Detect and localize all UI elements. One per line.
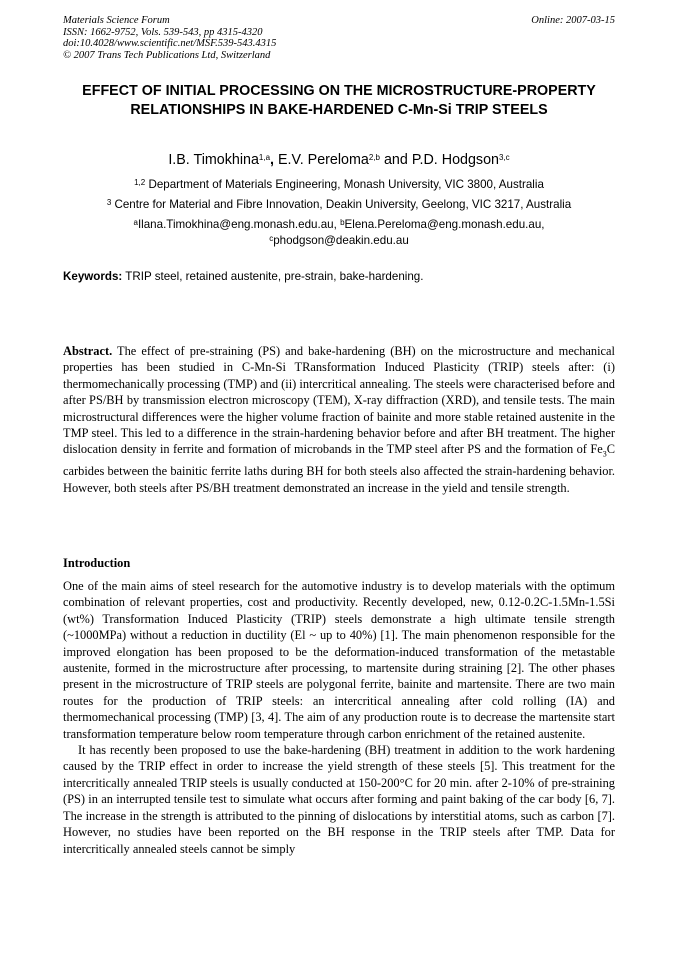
author-affiliation-mark: 2,b <box>368 153 380 162</box>
email-mark: a <box>133 218 138 227</box>
author-name: E.V. Pereloma <box>278 152 369 168</box>
author-separator: , <box>270 152 278 168</box>
email-address[interactable]: Elena.Pereloma@eng.monash.edu.au, <box>344 218 545 231</box>
email-line <box>63 217 615 233</box>
author-affiliation-mark: 1,a <box>258 153 271 162</box>
keywords <box>63 269 615 284</box>
paper-title: EFFECT OF INITIAL PROCESSING ON THE MICROSTRUCTURE-PROPERTY RELATIONSHIPS IN BAKE-HARDENED C-Mn-Si TRIP STEELS <box>82 83 596 118</box>
keywords-text: TRIP steel, retained austenite, pre-strain, bake-hardening. <box>122 270 424 283</box>
abstract <box>63 343 615 496</box>
author-separator: and <box>380 152 412 168</box>
issn-line: ISSN: 1662-9752, Vols. 539-543, pp 4315-4320 <box>63 26 263 38</box>
affiliation <box>40 197 638 212</box>
abstract-label: Abstract. <box>63 344 113 358</box>
author-name: I.B. Timokhina <box>168 152 259 168</box>
author-name: P.D. Hodgson <box>411 152 499 168</box>
affiliation-text: Centre for Material and Fibre Innovation, Deakin University, Geelong, VIC 3217, Australia <box>111 198 572 211</box>
keywords-label: Keywords: <box>63 270 123 283</box>
copyright-line: © 2007 Trans Tech Publications Ltd, Switzerland <box>63 49 271 61</box>
publication-info <box>63 15 276 61</box>
affiliation-mark: 1,2 <box>134 178 146 187</box>
journal-name: Materials Science Forum <box>63 15 170 26</box>
abstract-text: C carbides between the bainitic ferrite laths during BH for both steels also affected the strain-hardening behavior. However, both steels after PS/BH treatment demonstrated an increase in the yield and tensile strength. <box>63 442 615 495</box>
affiliation <box>40 177 638 192</box>
email-address[interactable]: phodgson@deakin.edu.au <box>273 234 409 247</box>
paragraph: One of the main aims of steel research for the automotive industry is to develop materials with the optimum combination of relevant properties, cost and productivity. Recently developed, new, 0.12-0.2C-1.5Mn-1.5Si (wt%) Transformation Induced Plasticity (TRIP) steels demonstrate a high ultimate tensile strength (~1000MPa) without a reduction in ductility (El ~ up to 40%) [1]. The main phenomenon responsible for the improved elongation has been proposed to be the deformation-induced transformation of the metastable austenite, formed in the microstructure after processing, to martensite during straining [2]. The other phases present in the microstructure of TRIP steels are polygonal ferrite, bainite and martensite. There are two main routes for the production of TRIP steels: an intercritical annealing after cold rolling (IA) and thermomechanical processing (TMP) [3, 4]. The aim of any production route is to decrease the martensite start transformation temperature below room temperature through carbon enrichment of the retained austenite. <box>63 579 615 741</box>
email-line <box>63 233 615 249</box>
author-affiliation-mark: 3,c <box>498 153 510 162</box>
email-mark: c <box>269 234 274 243</box>
affiliation-mark: 3 <box>106 198 112 207</box>
author-emails <box>63 217 615 249</box>
email-address[interactable]: Ilana.Timokhina@eng.monash.edu.au, <box>137 218 341 231</box>
paragraph: It has recently been proposed to use the bake-hardening (BH) treatment in addition to the work hardening caused by the TRIP effect in order to increase the yield strength of these steels [5]. This treatment for the intercritically annealed TRIP steels is usually conducted at 150-200°C for 20 min. after 2-10% of pre-straining (PS) in an interrupted tensile test to simulate what occurs after forming and paint baking of the car body [6, 7]. The increase in the strength is attributed to the pinning of dislocations by interstitial atoms, such as carbon [7]. However, no studies have been reported on the BH response in the TRIP steels after TMP. Data for intercritically annealed steels cannot be simply <box>63 743 615 856</box>
section-heading: Introduction <box>63 556 131 570</box>
doi-line: doi:10.4028/www.scientific.net/MSF.539-543.4315 <box>63 38 277 50</box>
introduction-body <box>63 578 615 857</box>
abstract-text: The effect of pre-straining (PS) and bake-hardening (BH) on the microstructure and mechanical properties has been studied in C-Mn-Si TRansformation Induced Plasticity (TRIP) steels after: (i) thermomechanically processing (TMP) and (ii) intercritical annealing. The steels were characterised before and after PS/BH by transmission electron microscopy (TEM), X-ray diffraction (XRD), and tensile tests. The main microstructural differences were the higher volume fraction of bainite and more stable retained austenite in the TMP steel. This led to a difference in the strain-hardening behavior before and after BH treatment. The higher dislocation density in ferrite and formation of microbands in the TMP steel after PS and the formation of Fe <box>63 344 615 457</box>
author-list <box>63 150 615 170</box>
formula-subscript: 3 <box>602 449 607 459</box>
email-mark: b <box>340 218 345 227</box>
online-date: Online: 2007-03-15 <box>531 15 615 26</box>
affiliation-text: Department of Materials Engineering, Monash University, VIC 3800, Australia <box>145 178 544 191</box>
